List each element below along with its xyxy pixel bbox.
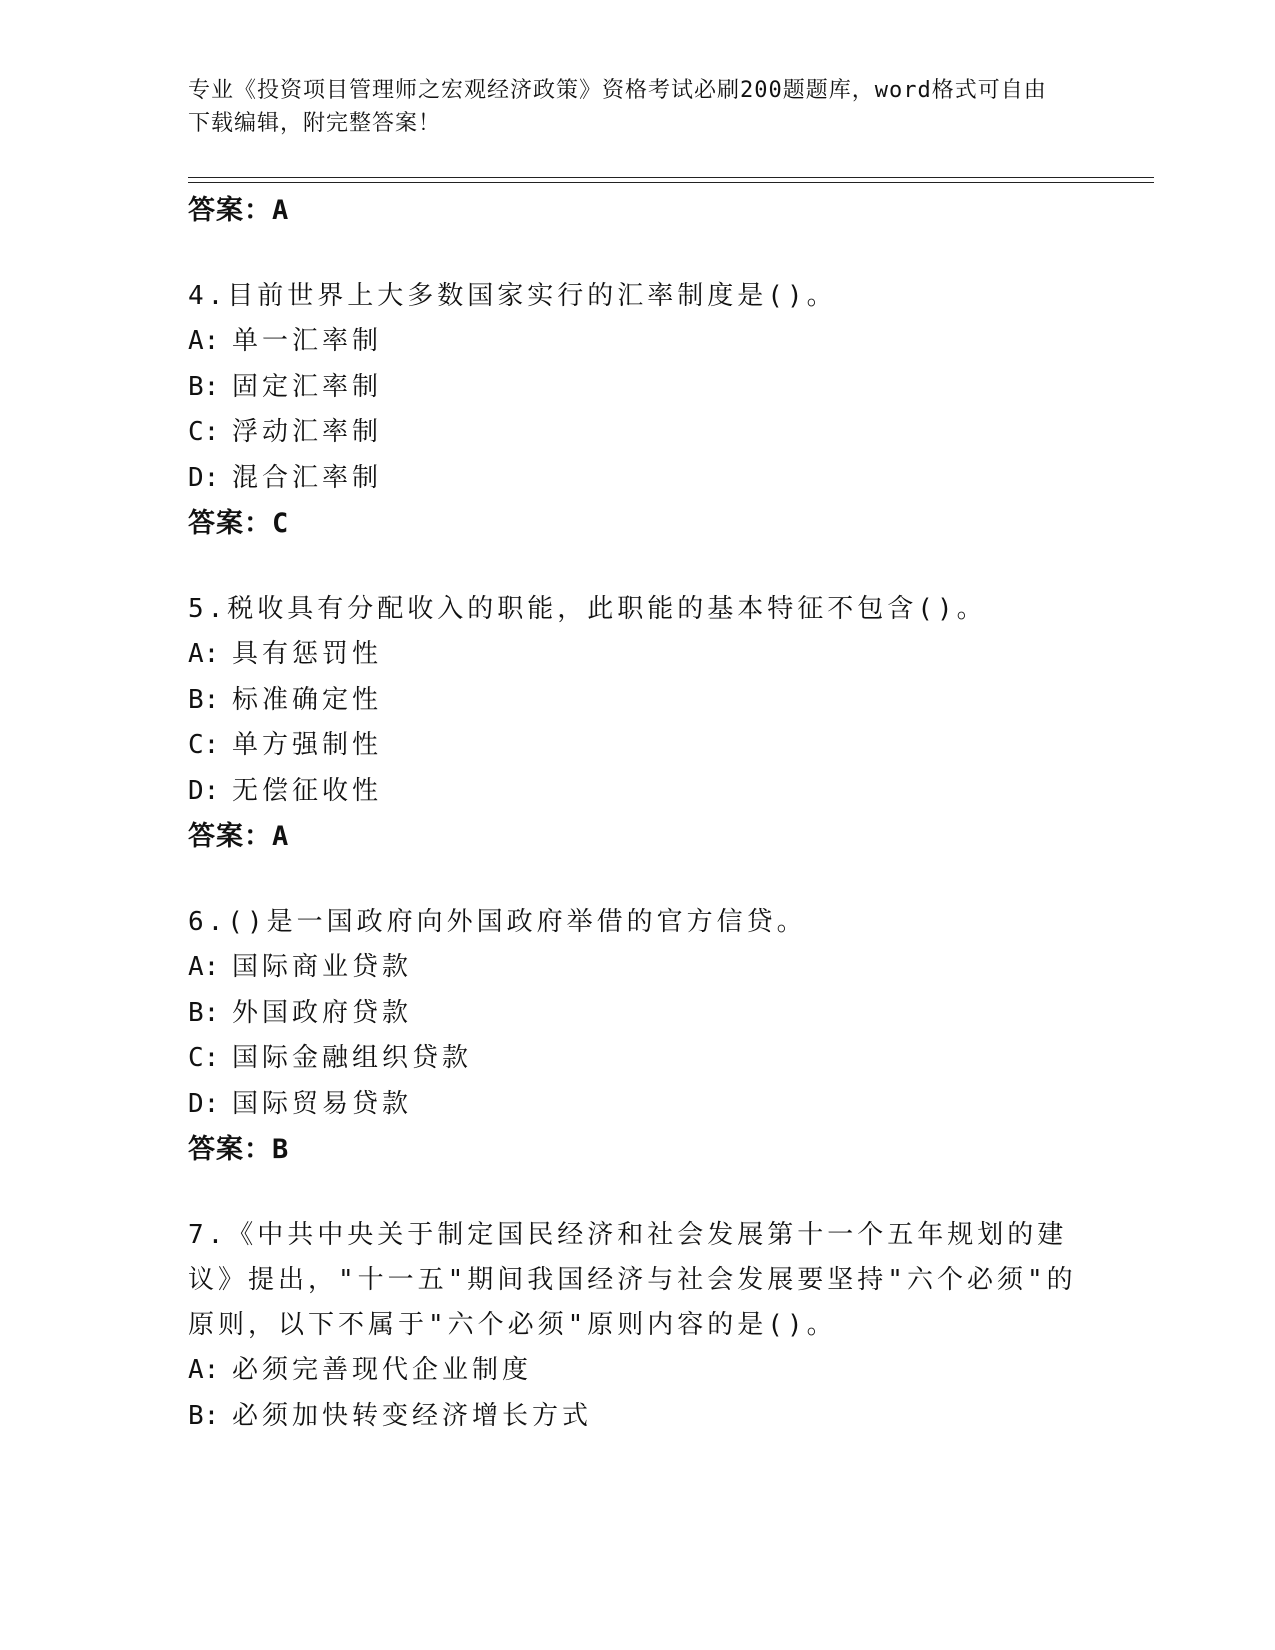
option-a [188,1348,1088,1394]
question-item [188,900,1088,1173]
option-d [188,1082,1088,1128]
option-letter: B: [188,997,220,1028]
answer-line: 答案：A [188,821,290,852]
option-b [188,678,1088,724]
option-text: 国际贸易贷款 [232,1088,413,1119]
answer-line: 答案：A [188,195,290,226]
option-text: 外国政府贷款 [232,997,413,1028]
option-letter: C: [188,1043,220,1073]
question-text: 7.《中共中央关于制定国民经济和社会发展第十一个五年规划的建议》提出，"十一五"期间我国经济与社会发展要坚持"六个必须"的原则，以下不属于"六个必须"原则内容的是()。 [188,1220,1077,1340]
option-text: 标准确定性 [232,684,383,715]
option-text: 混合汇率制 [232,462,383,493]
option-d [188,456,1088,502]
option-letter: C: [188,730,220,760]
document-header: 专业《投资项目管理师之宏观经济政策》资格考试必刷200题题库，word格式可自由下载编辑，附完整答案！ [188,78,1047,136]
header-divider-bottom [188,182,1154,183]
option-letter: B: [188,1400,220,1431]
option-c [188,1036,1088,1082]
option-letter: D: [188,1088,220,1119]
option-letter: A: [188,639,220,669]
option-text: 国际商业贷款 [232,952,413,982]
option-a [188,632,1088,678]
question-text: 5.税收具有分配收入的职能，此职能的基本特征不包含()。 [188,594,987,624]
option-letter: C: [188,417,220,447]
question-text: 6.()是一国政府向外国政府举借的官方信贷。 [188,907,807,937]
option-a [188,945,1088,991]
option-a [188,319,1088,365]
question-item [188,274,1088,547]
option-letter: A: [188,1355,220,1385]
option-letter: B: [188,371,220,402]
answer-line: 答案：C [188,508,290,539]
question-item [188,587,1088,860]
option-text: 必须加快转变经济增长方式 [232,1400,593,1431]
option-b [188,365,1088,411]
option-letter: D: [188,775,220,806]
question-list [188,188,1088,1439]
header-divider-top [188,177,1154,178]
option-letter: A: [188,326,220,356]
option-letter: D: [188,462,220,493]
option-letter: A: [188,952,220,982]
option-text: 固定汇率制 [232,371,383,402]
option-c [188,410,1088,456]
option-text: 单方强制性 [232,730,383,760]
option-c [188,723,1088,769]
question-text: 4.目前世界上大多数国家实行的汇率制度是()。 [188,281,837,311]
question-item [188,1213,1088,1439]
option-b [188,991,1088,1037]
answer-line: 答案：B [188,1134,290,1165]
option-text: 无偿征收性 [232,775,383,806]
option-text: 国际金融组织贷款 [232,1043,473,1073]
option-text: 必须完善现代企业制度 [232,1355,533,1385]
option-letter: B: [188,684,220,715]
option-d [188,769,1088,815]
option-text: 具有惩罚性 [232,639,383,669]
option-text: 单一汇率制 [232,326,383,356]
option-text: 浮动汇率制 [232,417,383,447]
option-b [188,1394,1088,1440]
